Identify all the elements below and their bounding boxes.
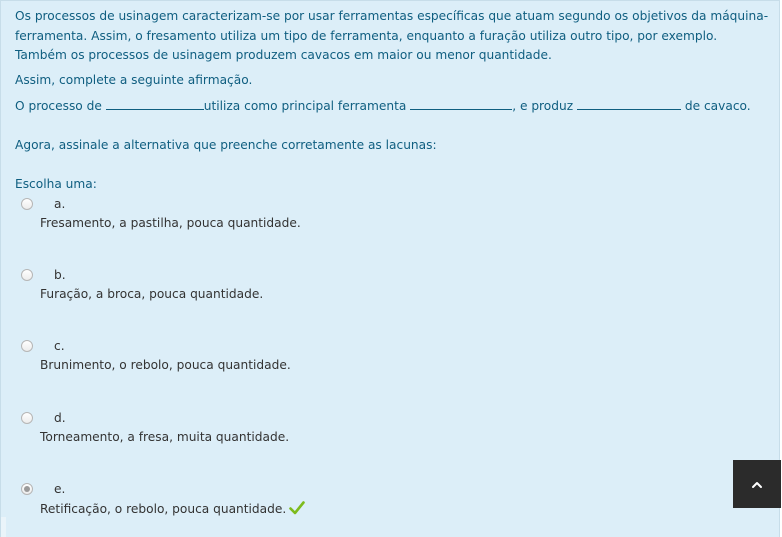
option-c[interactable]: [1, 340, 701, 392]
radio-option-e[interactable]: [21, 483, 33, 495]
option-letter: a.: [54, 197, 66, 211]
option-text: Torneamento, a fresa, muita quantidade.: [40, 430, 290, 444]
gap-sentence-part-4: de cavaco.: [684, 99, 751, 113]
radio-option-b[interactable]: [21, 269, 33, 281]
choose-label: Escolha uma:: [15, 177, 97, 191]
option-letter: b.: [54, 268, 66, 282]
blank-2: [410, 97, 512, 110]
option-e[interactable]: [1, 483, 701, 535]
option-text-row: [40, 501, 305, 518]
check-icon: [289, 501, 305, 518]
gap-sentence-part-1: O processo de: [15, 99, 102, 113]
scroll-to-top-button[interactable]: [733, 460, 781, 508]
radio-option-a[interactable]: [21, 198, 33, 210]
blank-3: [577, 97, 681, 110]
option-d[interactable]: [1, 412, 701, 464]
question-instruction: Assim, complete a seguinte afirmação.: [15, 73, 253, 87]
blank-1: [106, 97, 204, 110]
option-text: Fresamento, a pastilha, pouca quantidade.: [40, 216, 301, 230]
gap-sentence-part-3: , e produz: [512, 99, 574, 113]
option-letter: d.: [54, 411, 66, 425]
left-edge-strip: [0, 517, 6, 537]
option-text: Brunimento, o rebolo, pouca quantidade.: [40, 358, 291, 372]
option-text: Furação, a broca, pouca quantidade.: [40, 287, 264, 301]
option-letter: c.: [54, 339, 65, 353]
option-a[interactable]: [1, 198, 701, 250]
option-b[interactable]: [1, 269, 701, 321]
question-intro: Os processos de usinagem caracterizam-se por usar ferramentas específicas que atuam segundo os objetivos da máquina-ferramenta. Assim, o fresamento utiliza um tipo de ferramenta, enquanto a furação utiliza outro tipo, por exemplo. Também os processos de usinagem produzem cavacos em maior ou menor quantidade.: [15, 9, 769, 62]
option-text: Retificação, o rebolo, pouca quantidade.: [40, 502, 287, 516]
radio-option-d[interactable]: [21, 412, 33, 424]
option-letter: e.: [54, 482, 66, 496]
gap-sentence: [15, 97, 771, 117]
chevron-up-icon: [750, 475, 764, 494]
question-prompt: Agora, assinale a alternativa que preenche corretamente as lacunas:: [15, 138, 437, 152]
gap-sentence-part-2: utiliza como principal ferramenta: [203, 99, 407, 113]
radio-option-c[interactable]: [21, 340, 33, 352]
